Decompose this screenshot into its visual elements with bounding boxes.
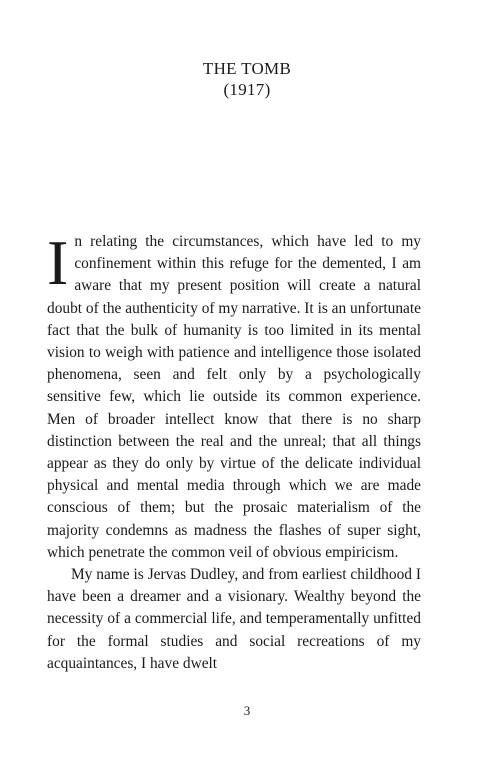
paragraph-2: My name is Jervas Dudley, and from earliest childhood I have been a dreamer and a visionary. Wealthy beyond the necessity of a commercial life, and temperamentally unfitted for the formal studies and social recreations of my acquaintances, I have dwelt (47, 566, 421, 672)
drop-cap: I (47, 227, 69, 298)
paragraph-1 (47, 227, 421, 564)
body-text (47, 227, 421, 675)
chapter-year: (1917) (223, 80, 271, 99)
page-number: 3 (243, 703, 251, 718)
paragraph-1-text: n relating the circumstances, which have led to my confinement within this refuge for the demented, I am aware that my present position will create a natural doubt of the authenticity of my narrative. It is an unfortunate fact that the bulk of humanity is too limited in its mental vision to weigh with patience and intelligence those isolated phenomena, seen and felt only by a psychologically sensitive few, which lie outside its common experience. Men of broader intellect know that there is no sharp distinction between the real and the unreal; that all things appear as they do only by virtue of the delicate individual physical and mental media through which we are made conscious of them; but the prosaic materialism of the majority condemns as madness the flashes of super sight, which penetrate the common veil of obvious empiricism. (47, 233, 421, 561)
chapter-title: THE TOMB (202, 59, 292, 78)
chapter-heading (0, 58, 494, 100)
